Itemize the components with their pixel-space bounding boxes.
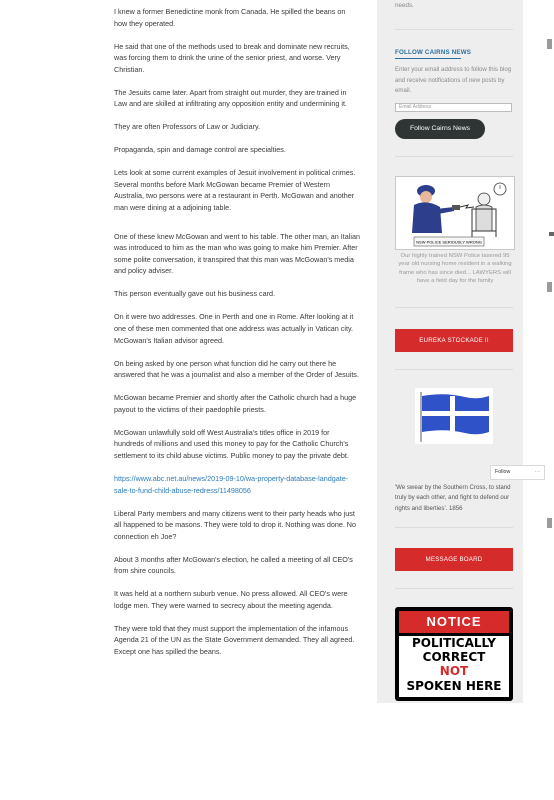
- police-cartoon-image[interactable]: [395, 176, 515, 250]
- scrollbar-thumb[interactable]: [547, 39, 552, 49]
- notice-heading: NOTICE: [399, 611, 509, 633]
- divider: [395, 369, 513, 370]
- article-paragraph: They were told that they must support the implementation of the infamous Agenda 21 of the UN as the State Government demanded. They all agreed. Except one has spilled the beans.: [114, 623, 355, 657]
- article-paragraph: McGowan became Premier and shortly after the Catholic church had a huge payout to the victims of their paedophile priests.: [114, 393, 357, 414]
- article-paragraph: Liberal Party members and many citizens went to their party heads who just all happened to be masons. They were told to drop it. Nothing was done. No connection eh Joe?: [114, 508, 356, 541]
- more-options-icon[interactable]: ···: [534, 469, 540, 475]
- follow-popup[interactable]: [490, 465, 545, 480]
- follow-button[interactable]: Follow Cairns News: [395, 119, 485, 139]
- message-board-button[interactable]: MESSAGE BOARD: [395, 548, 513, 571]
- article-paragraph: About 3 months after McGowan's election, he called a meeting of all CEO's from shire councils.: [114, 554, 353, 576]
- eureka-stockade-button[interactable]: EUREKA STOCKADE II: [395, 329, 513, 352]
- article-paragraph: Lets look at some current examples of Jesuit involvement in political crimes. Several months before Mark McGowan became Premier of Western Australia, two persons were at a restaurant in Perth. McGowan and another man were dining at a adjoining table.: [114, 168, 356, 213]
- divider: [395, 156, 513, 157]
- article-paragraph: On being asked by one person what function did he carry out there he answered that he was a journalist and also a member of the Order of Jesuits.: [114, 358, 359, 380]
- follow-widget-title: FOLLOW CAIRNS NEWS: [395, 49, 472, 56]
- divider: [395, 307, 513, 308]
- scrollbar-thumb[interactable]: [547, 518, 552, 528]
- sidebar: [377, 0, 540, 703]
- divider: [395, 527, 513, 528]
- notice-line: SPOKEN HERE: [406, 678, 502, 693]
- article-paragraph: This person eventually gave out his business card.: [114, 289, 276, 299]
- article-paragraph: The Jesuits came later. Apart from straight out murder, they are trained in Law and are skilled at infiltrating any opposition entity and undermining it.: [114, 87, 347, 109]
- notice-body: [399, 636, 509, 697]
- notice-line: NOT: [439, 664, 469, 679]
- notice-line: POLITICALLY: [412, 636, 496, 650]
- notice-line: CORRECT: [422, 650, 486, 665]
- article-paragraph: On it were two addresses. One in Perth and one in Rome. After looking at it one of these men commented that one address was actually in Vatican city. McGowan's Italian advisor agreed.: [114, 312, 354, 345]
- follow-description: Enter your email address to follow this blog and receive notifications of new posts by email.: [395, 66, 512, 95]
- article-link[interactable]: https://www.abc.net.au/news/2019-09-10/wa-property-database-landgate-sale-to-fund-child-abuse-redress/11498056: [114, 473, 349, 495]
- divider: [395, 588, 513, 589]
- article-paragraph: McGowan unlawfully sold off West Australia's titles office in 2019 for hundreds of millions and used this money to pay for the Catholic Church's settlement to its child abuse victims. Public money to pay the private debt.: [114, 427, 349, 460]
- email-field[interactable]: Email Address: [395, 103, 512, 112]
- article-paragraph: He said that one of the methods used to break and dominate new recruits, was forcing them to drink the urine of the senior priest, and worse. Very Christian.: [114, 41, 350, 74]
- notice-sign-image: [395, 607, 513, 701]
- article-paragraph: I knew a former Benedictine monk from Canada. He spilled the beans on how they operated.: [114, 7, 346, 28]
- article-paragraph: One of these knew McGowan and went to his table. The other man, an Italian was introduced to him as the man who was going to make him Premier. After some polite conversation, it transpired that this man was McGowan's media and policy adviser.: [114, 231, 360, 276]
- article-body: [114, 6, 360, 669]
- article-paragraph: It was held at a northern suburb venue. No press allowed. All CEO's were lodge men. They were warned to secrecy about the meeting agenda.: [114, 589, 348, 610]
- article-paragraph: Propaganda, spin and damage control are specialties.: [114, 145, 286, 155]
- title-underline: [395, 58, 461, 59]
- eureka-flag-image[interactable]: [415, 388, 493, 444]
- article-paragraph: They are often Professors of Law or Judiciary.: [114, 122, 261, 132]
- cartoon-sign-text: NSW POLICE SERIOUSLY WRONG: [416, 239, 482, 245]
- eureka-quote: 'We swear by the Southern Cross, to stand truly by each other, and fight to defend our rights and liberties'. 1856: [395, 484, 511, 512]
- cartoon-caption: Our highly trained NSW Police tasered 95 year old nursing home resident in a walking frame who has since died... LAWYERS will have a field day for the family: [398, 253, 512, 285]
- scroll-arrow-icon[interactable]: [549, 232, 554, 236]
- scrollbar-thumb[interactable]: [547, 282, 552, 292]
- sidebar-top-text: needs.: [395, 2, 414, 9]
- divider: [395, 29, 513, 30]
- follow-popup-label[interactable]: Follow: [495, 469, 511, 475]
